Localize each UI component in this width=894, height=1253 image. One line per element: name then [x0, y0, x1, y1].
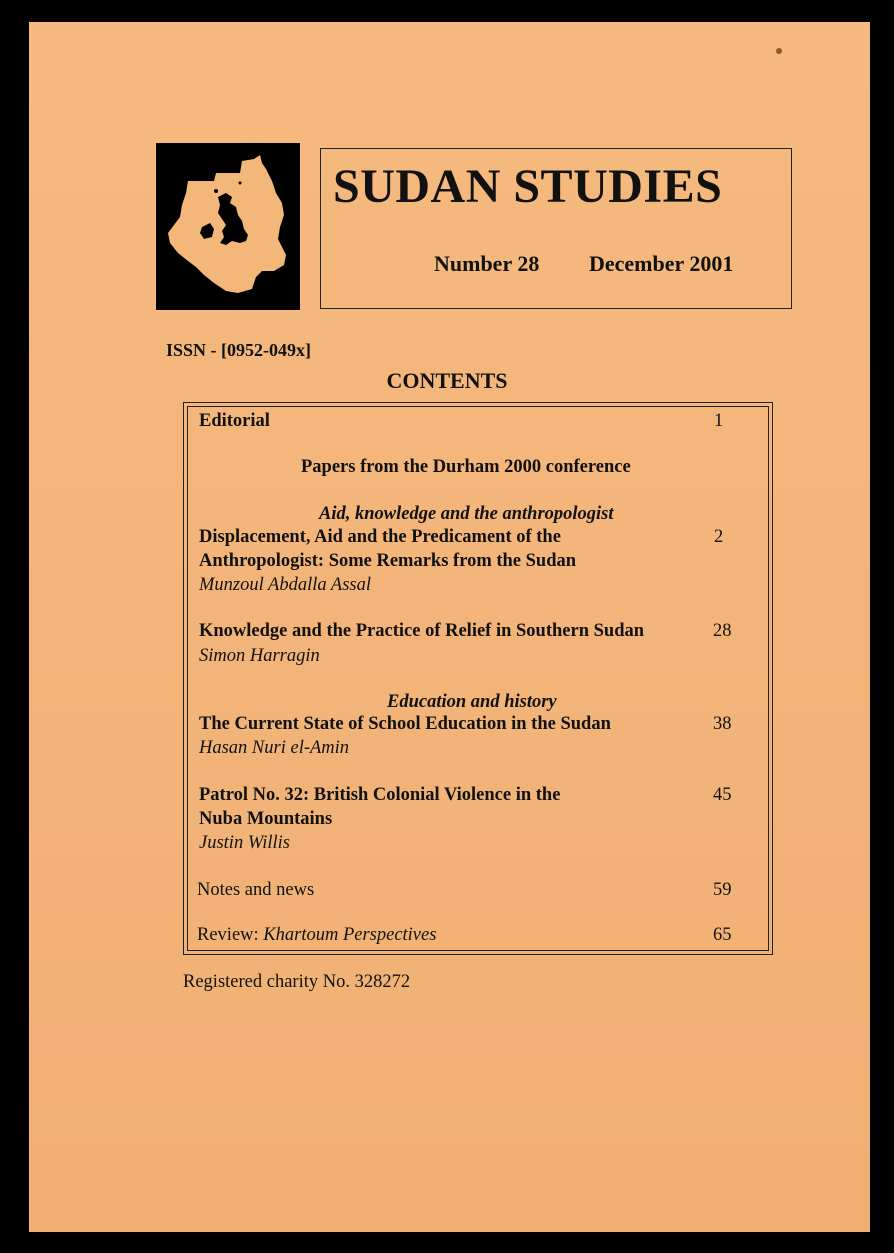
toc-article2-page: 28: [713, 621, 732, 641]
toc-conference-heading: Papers from the Durham 2000 conference: [301, 457, 631, 477]
toc-section-aid: Aid, knowledge and the anthropologist: [319, 504, 614, 524]
toc-article2-title: Knowledge and the Practice of Relief in Southern Sudan: [199, 621, 645, 641]
issue-number: Number 28: [434, 251, 540, 276]
sudan-map-with-britain-icon: [156, 143, 300, 310]
toc-article3-title: The Current State of School Education in the Sudan: [199, 714, 611, 734]
contents-heading: CONTENTS: [386, 368, 508, 393]
toc-review-title: Khartoum Perspectives: [263, 925, 437, 945]
toc-article1-author: Munzoul Abdalla Assal: [199, 575, 372, 595]
toc-article4-page: 45: [713, 785, 732, 805]
toc-section-education: Education and history: [387, 692, 557, 712]
toc-notes-title: Notes and news: [197, 880, 315, 900]
toc-article4-title-line1: Patrol No. 32: British Colonial Violence in the: [199, 785, 561, 805]
toc-article4-title-line2: Nuba Mountains: [199, 809, 333, 829]
toc-editorial-page: 1: [714, 411, 724, 431]
toc-review: [197, 925, 436, 946]
table-of-contents: [183, 402, 773, 955]
toc-article4-author: Justin Willis: [199, 833, 290, 853]
toc-article1-title-line2: Anthropologist: Some Remarks from the Sudan: [199, 551, 577, 571]
paper-speck: [776, 48, 782, 54]
toc-review-page: 65: [713, 925, 732, 945]
issue-date: December 2001: [589, 251, 734, 276]
toc-notes-page: 59: [713, 880, 732, 900]
toc-article3-author: Hasan Nuri el-Amin: [199, 738, 350, 758]
toc-inner-border: [187, 406, 769, 951]
charity-number: Registered charity No. 328272: [183, 972, 411, 992]
toc-article1-title-line1: Displacement, Aid and the Predicament of the: [199, 527, 561, 547]
toc-editorial-title: Editorial: [199, 411, 270, 431]
toc-article3-page: 38: [713, 714, 732, 734]
toc-article2-author: Simon Harragin: [199, 646, 320, 666]
title-box: [320, 148, 792, 309]
toc-review-prefix: Review:: [197, 925, 264, 945]
toc-article1-page: 2: [714, 527, 724, 547]
magazine-title: SUDAN STUDIES: [333, 160, 723, 213]
issn: ISSN - [0952-049x]: [166, 340, 312, 360]
